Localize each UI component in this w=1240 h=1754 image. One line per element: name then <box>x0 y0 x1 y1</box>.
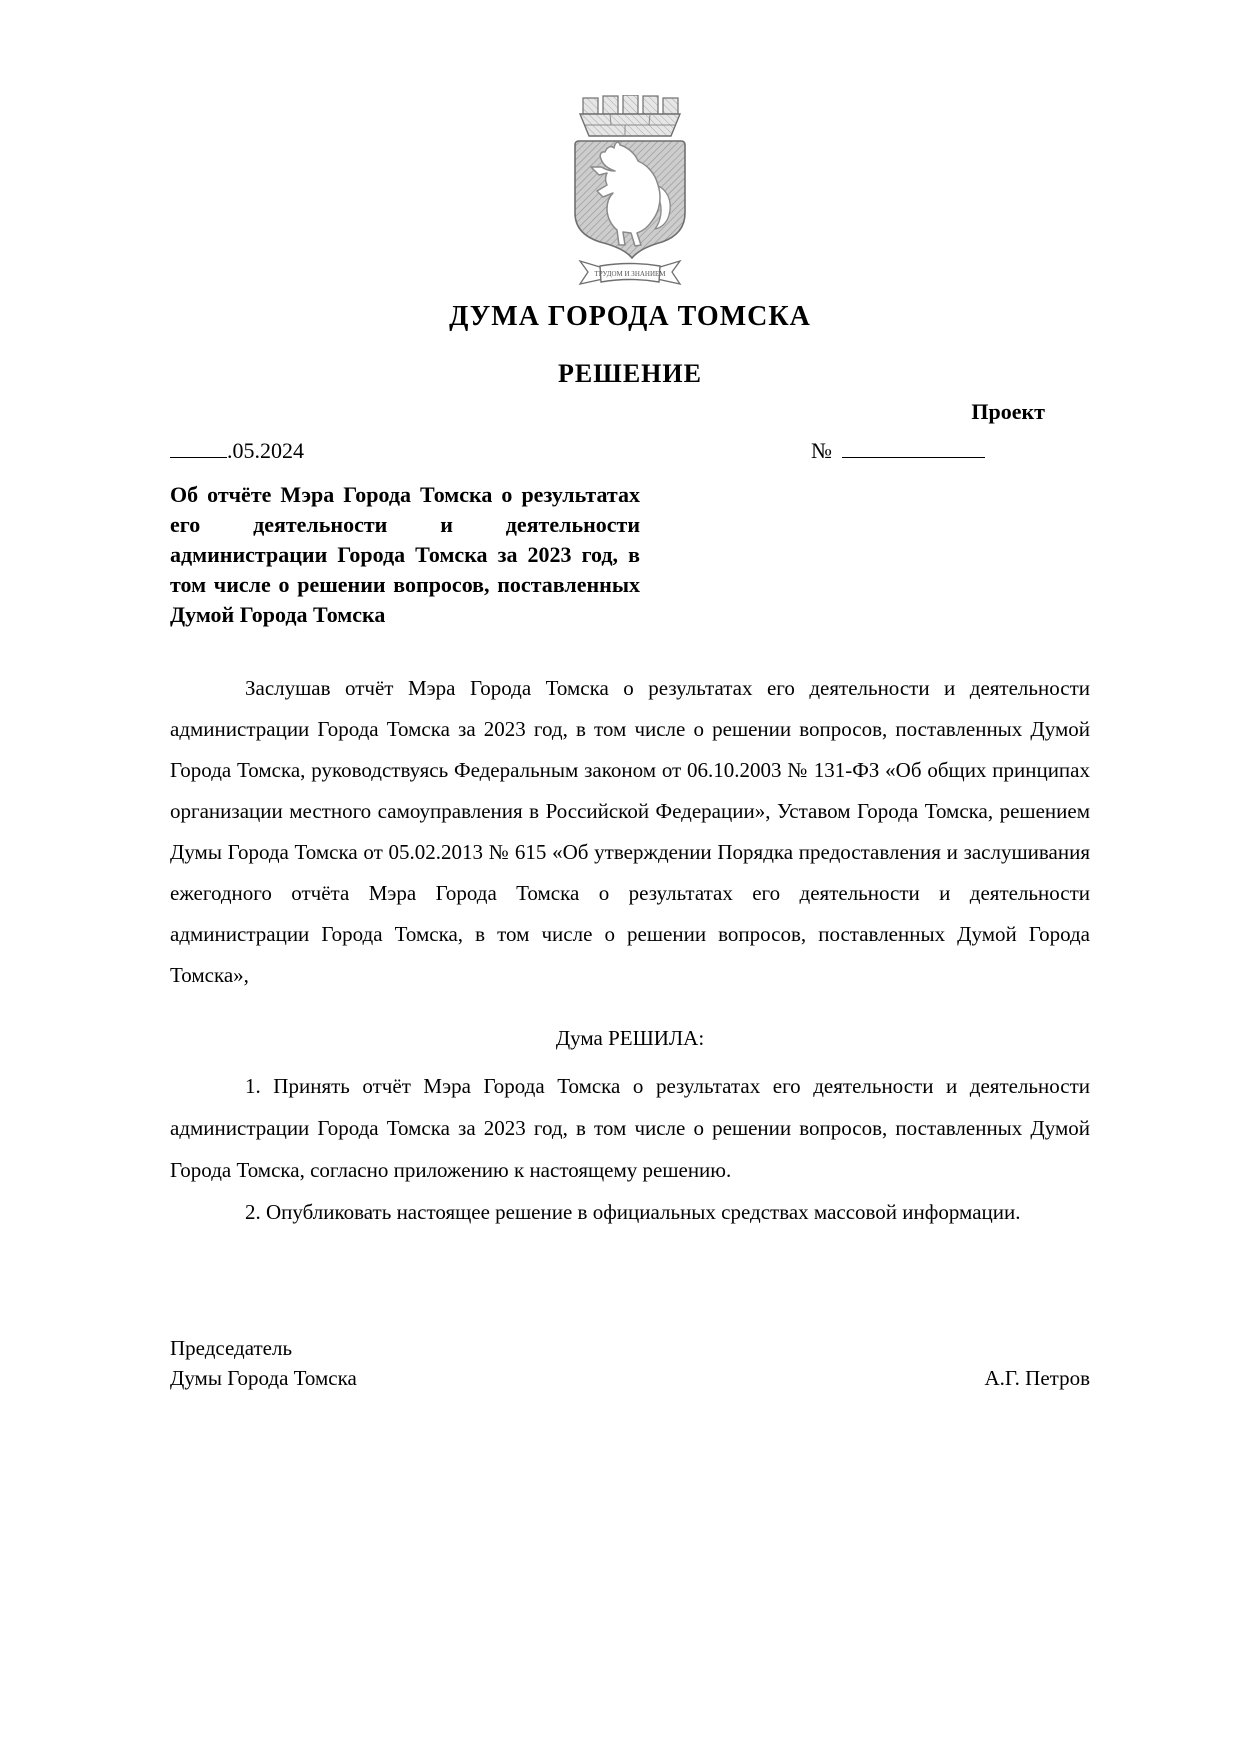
number-blank-line <box>842 437 985 458</box>
shield-icon <box>575 141 685 258</box>
resolution-item-1: 1. Принять отчёт Мэра Города Томска о результатах его деятельности и деятельности администрации Города Томска за 2023 год, в том числе о решении вопросов, поставленных Думой Города Томска, согласно приложению к настоящему решению. <box>170 1074 1090 1182</box>
coat-of-arms <box>170 95 1090 295</box>
resolution-item-2: 2. Опубликовать настоящее решение в официальных средствах массовой информации. <box>245 1200 1021 1224</box>
signatory-name: А.Г. Петров <box>984 1366 1090 1390</box>
preamble-paragraph: Заслушав отчёт Мэра Города Томска о результатах его деятельности и деятельности администрации Города Томска за 2023 год, в том числе о решении вопросов, поставленных Думой Города Томска, руководствуясь Федеральным законом от 06.10.2003 № 131-ФЗ «Об общих принципах организации местного самоуправления в Российской Федерации», Уставом Города Томска, решением Думы Города Томска от 05.02.2013 № 615 «Об утверждении Порядка предоставления и заслушивания ежегодного отчёта Мэра Города Томска о результатах его деятельности и деятельности администрации Города Томска, в том числе о решении вопросов, поставленных Думой Города Томска», <box>170 676 1090 987</box>
number-line <box>811 437 985 464</box>
signatory-title-line1: Председатель <box>170 1336 293 1360</box>
crown-icon <box>580 95 680 136</box>
date-suffix: .05.2024 <box>227 438 304 463</box>
number-sign: № <box>811 438 832 463</box>
signatory-title-line2: Думы Города Томска <box>170 1366 357 1390</box>
resolution-heading: Дума РЕШИЛА: <box>555 1026 705 1050</box>
date-line <box>170 437 304 464</box>
date-blank-line <box>170 437 227 458</box>
reference-row <box>170 437 1090 464</box>
doc-type-title: РЕШЕНИЕ <box>558 359 702 388</box>
draft-label: Проект <box>971 399 1045 424</box>
org-name: ДУМА ГОРОДА ТОМСКА <box>449 301 811 332</box>
signatory-title <box>170 1333 357 1393</box>
signature-block <box>170 1333 1090 1393</box>
subject-paragraph: Об отчёте Мэра Города Томска о результатах его деятельности и деятельности администрации Города Томска за 2023 год, в том числе о решении вопросов, поставленных Думой Города Томска <box>170 482 640 627</box>
motto-text: ТРУДОМ И ЗНАНИЕМ <box>594 270 666 278</box>
tomsk-emblem-icon <box>550 95 710 295</box>
motto-ribbon-icon <box>580 261 680 284</box>
